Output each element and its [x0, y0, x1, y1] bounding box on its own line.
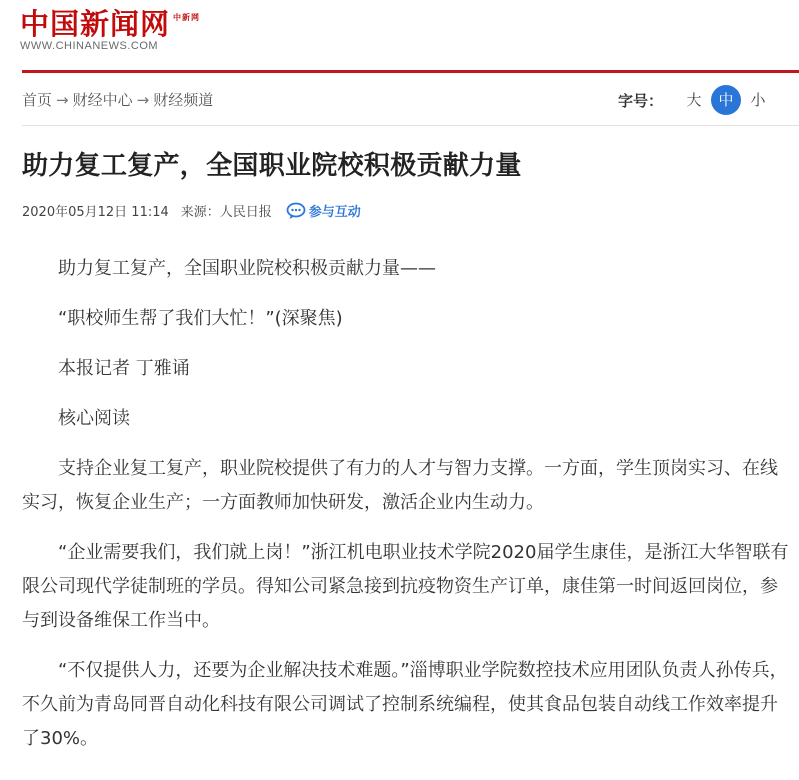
article-paragraph: 本报记者 丁雅诵 — [58, 358, 190, 379]
breadcrumb — [22, 89, 213, 110]
article-paragraph: 支持企业复工复产，职业院校提供了有力的人才与智力支撑。一方面，学生顶岗实习、在线实习，恢复企业生产；一方面教师加快研发，激活企业内生动力。 — [22, 458, 778, 513]
font-size-small-button[interactable]: 小 — [750, 91, 766, 109]
logo-small-text: 中新网 — [173, 13, 201, 22]
logo-url: WWW.CHINANEWS.COM — [20, 40, 159, 52]
article-meta — [22, 201, 361, 220]
publish-date: 2020年05月12日 11:14 — [22, 205, 169, 220]
interact-label: 参与互动 — [308, 205, 361, 220]
font-size-label: 字号： — [617, 91, 663, 110]
breadcrumb-divider — [22, 125, 799, 126]
header-divider — [22, 70, 799, 73]
article-title: 助力复工复产，全国职业院校积极贡献力量 — [22, 151, 522, 181]
font-size-large-button[interactable]: 大 — [686, 91, 702, 109]
article-body — [22, 252, 790, 756]
arrow-right-icon: → — [56, 91, 69, 109]
speech-bubble-icon — [286, 202, 306, 220]
font-size-medium-button[interactable]: 中 — [711, 85, 741, 115]
article-paragraph: 助力复工复产，全国职业院校积极贡献力量—— — [58, 258, 436, 279]
interact-link[interactable] — [286, 201, 361, 220]
site-logo[interactable] — [20, 6, 201, 52]
site-header — [0, 0, 799, 72]
article-paragraph: “企业需要我们，我们就上岗！”浙江机电职业技术学院2020届学生康佳，是浙江大华智联有限公司现代学徒制班的学员。得知公司紧急接到抗疫物资生产订单，康佳第一时间返回岗位，参与到设备维保工作当中。 — [22, 542, 789, 631]
breadcrumb-home[interactable]: 首页 — [22, 91, 53, 109]
article-paragraph: 核心阅读 — [58, 408, 130, 429]
breadcrumb-finance-channel[interactable]: 财经频道 — [153, 91, 214, 109]
logo-text: 中国新闻网 中新网 — [20, 7, 201, 41]
article-paragraph: “职校师生帮了我们大忙！”(深聚焦) — [58, 308, 343, 329]
arrow-right-icon: → — [136, 91, 150, 109]
article-source: 来源：人民日报 — [180, 205, 272, 220]
font-size-switcher — [618, 86, 773, 114]
breadcrumb-finance-center[interactable]: 财经中心 — [72, 91, 133, 109]
article-paragraph: “不仅提供人力，还要为企业解决技术难题。”淄博职业学院数控技术应用团队负责人孙传兵，不久前为青岛同晋自动化科技有限公司调试了控制系统编程，使其食品包装自动线工作效率提升了30%。 — [22, 660, 788, 749]
